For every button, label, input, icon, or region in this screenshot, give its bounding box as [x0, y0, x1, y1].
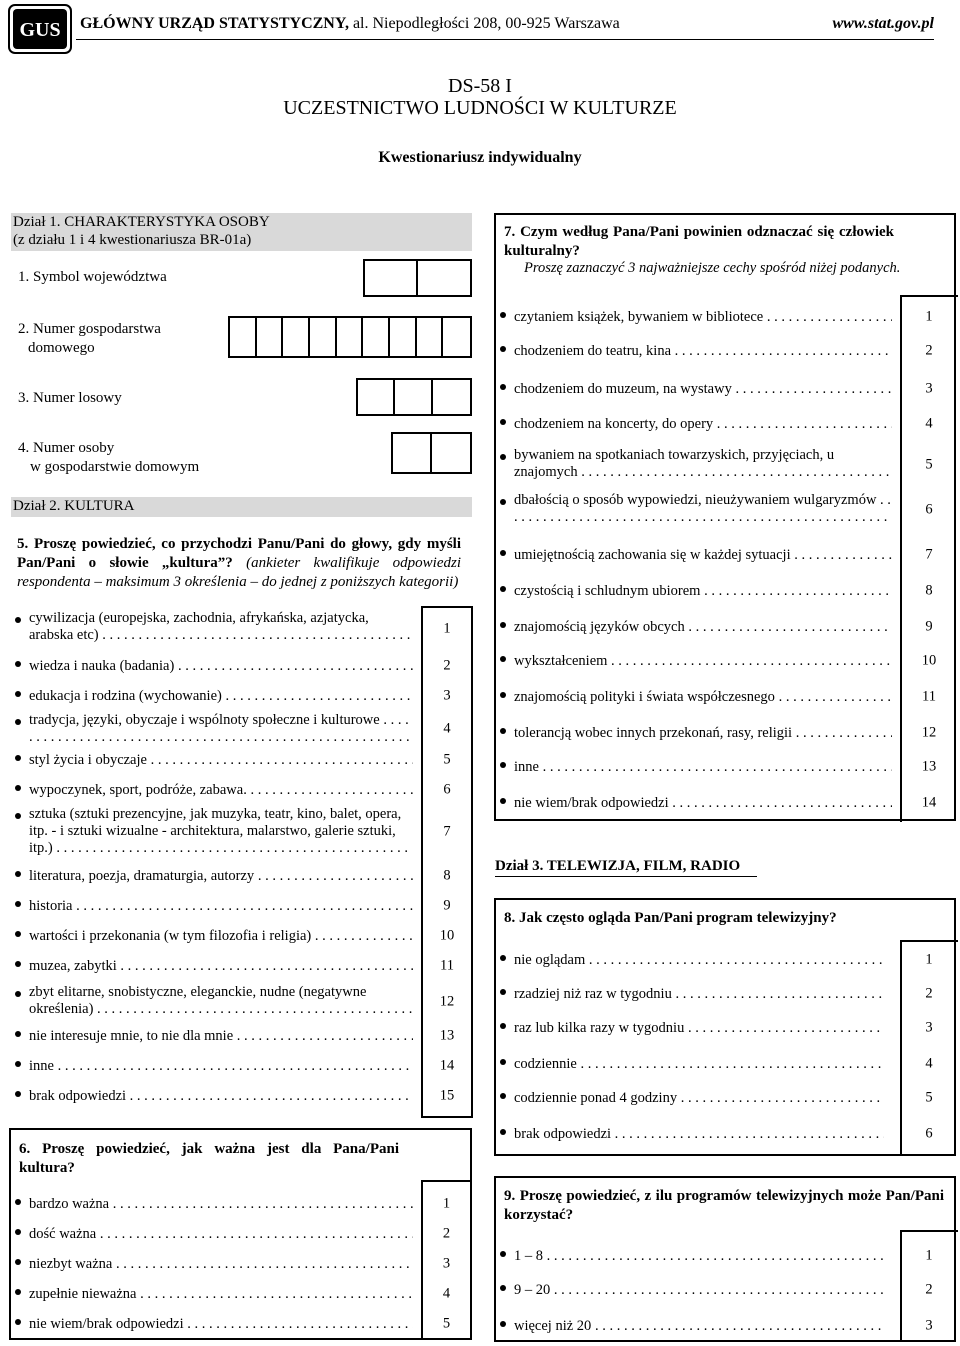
q6-option-code[interactable]: 5 [442, 1315, 451, 1332]
q8-option[interactable] [496, 1016, 956, 1040]
q6-option-label: nie wiem/brak odpowiedzi . . . [29, 1316, 413, 1333]
bullet-icon [15, 1289, 21, 1295]
q8-option-code[interactable]: 4 [925, 1055, 933, 1072]
q5-option-code[interactable]: 13 [439, 1027, 455, 1044]
q5-option[interactable] [11, 1054, 473, 1078]
q7-option-code[interactable]: 14 [921, 794, 937, 811]
q9-option-label: 1 – 8 . . . [514, 1248, 884, 1265]
q7-option[interactable] [496, 377, 956, 401]
q6-option[interactable] [11, 1222, 472, 1246]
q5-option-label: inne . . . [29, 1058, 413, 1075]
q7-option[interactable] [496, 755, 956, 779]
q8-option[interactable] [496, 1122, 956, 1146]
q8-option[interactable] [496, 1052, 956, 1076]
q5-option[interactable] [11, 894, 473, 918]
q6-text: 6. Proszę powiedzieć, jak ważna jest dla Pana/Pani kultura? [19, 1141, 399, 1176]
q7-option[interactable] [496, 447, 956, 483]
bullet-icon [500, 1251, 506, 1257]
bullet-icon [500, 499, 506, 505]
bullet-icon [500, 622, 506, 628]
q5-option[interactable] [11, 1084, 473, 1108]
q8-option[interactable] [496, 982, 956, 1006]
q7-option-label: znajomością języków obcych . . . [514, 619, 892, 636]
q8-option-label: codziennie . . . [514, 1056, 884, 1073]
q5-option[interactable] [11, 778, 473, 802]
q7-container [494, 213, 956, 821]
q5-option[interactable] [11, 984, 473, 1020]
q5-option-label: muzea, zabytki . . . [29, 958, 413, 975]
q5-option[interactable] [11, 806, 473, 858]
q5-option[interactable] [11, 684, 473, 708]
q5-option-code[interactable]: 1 [443, 620, 451, 637]
q7-option-label: bywaniem na spotkaniach towarzyskich, przyjęciach, u znajomych . . . [514, 447, 892, 483]
q7-option-code[interactable]: 3 [925, 380, 933, 397]
q8-option-code[interactable]: 2 [925, 985, 933, 1002]
bullet-icon [15, 1259, 21, 1265]
q8-option-code[interactable]: 6 [925, 1125, 933, 1142]
q9-option-label: więcej niż 20 . . . [514, 1318, 884, 1335]
q5-option[interactable] [11, 954, 473, 978]
bullet-icon [500, 384, 506, 390]
bullet-icon [15, 785, 21, 791]
q7-option-label: tolerancją wobec innych przekonań, rasy, religii . . . [514, 725, 892, 742]
q7-option-label: czytaniem książek, bywaniem w bibliotece . . . [514, 309, 892, 326]
q7-option[interactable] [496, 721, 956, 745]
bullet-icon [500, 728, 506, 734]
q7-option-code[interactable]: 9 [925, 618, 933, 635]
bullet-icon [15, 871, 21, 877]
q7-option-label: znajomością polityki i świata współczesnego . . . [514, 689, 892, 706]
q8-option[interactable] [496, 948, 956, 972]
bullet-icon [15, 813, 21, 819]
q7-option[interactable] [496, 492, 956, 528]
bullet-icon [500, 346, 506, 352]
bullet-icon [15, 1229, 21, 1235]
logo-text: GUS [19, 19, 61, 41]
bullet-icon [500, 1093, 506, 1099]
bullet-icon [15, 661, 21, 667]
bullet-icon [500, 798, 506, 804]
field-random-number-boxes[interactable] [356, 378, 472, 416]
bullet-icon [15, 1091, 21, 1097]
q7-option-label: chodzeniem na koncerty, do opery . . . [514, 416, 892, 433]
q7-option[interactable] [496, 685, 956, 709]
q7-option-code[interactable]: 13 [921, 758, 937, 775]
q7-option[interactable] [496, 339, 956, 363]
q5-option-label: nie interesuje mnie, to nie dla mnie . . . [29, 1028, 413, 1045]
q9-option[interactable] [496, 1244, 956, 1268]
bullet-icon [500, 586, 506, 592]
q5-option-label: wiedza i nauka (badania) . . . [29, 658, 413, 675]
q5-option-label: wartości i przekonania (w tym filozofia i religia) . . . [29, 928, 413, 945]
form-subtitle: Kwestionariusz indywidualny [378, 149, 582, 166]
bullet-icon [500, 419, 506, 425]
q8-option-label: brak odpowiedzi . . . [514, 1126, 884, 1143]
q5-option-code[interactable]: 4 [443, 720, 451, 737]
form-title: UCZESTNICTWO LUDNOŚCI W KULTURZE [283, 97, 677, 119]
q6-container [9, 1128, 472, 1340]
q5-option-code[interactable]: 3 [443, 687, 451, 704]
q9-option-label: 9 – 20 . . . [514, 1282, 884, 1299]
bullet-icon [15, 1031, 21, 1037]
q6-option-code[interactable]: 1 [442, 1195, 451, 1212]
q5-option-label: brak odpowiedzi . . . [29, 1088, 413, 1105]
bullet-icon [500, 762, 506, 768]
q7-option-code[interactable]: 10 [921, 652, 937, 669]
q7-option-label: czystością i schludnym ubiorem . . . [514, 583, 892, 600]
q5-option-label: literatura, poezja, dramaturgia, autorzy . . . [29, 868, 413, 885]
q5-option-code[interactable]: 14 [439, 1057, 455, 1074]
section1-heading: Dział 1. CHARAKTERYSTYKA OSOBY (z działu 1 i 4 kwestionariusza BR-01a) [11, 213, 472, 251]
field-person-number-label: 4. Numer osoby w gospodarstwie domowym [18, 440, 200, 475]
section3-heading: Dział 3. TELEWIZJA, FILM, RADIO [495, 858, 741, 874]
q6-option[interactable] [11, 1312, 472, 1336]
bullet-icon [15, 719, 21, 725]
q6-option-code[interactable]: 4 [442, 1285, 451, 1302]
bullet-icon [500, 955, 506, 961]
section3-underline [495, 876, 757, 877]
q7-option-code[interactable]: 12 [921, 724, 937, 741]
q8-option-label: raz lub kilka razy w tygodniu . . . [514, 1020, 884, 1037]
bullet-icon [500, 692, 506, 698]
q5-option-code[interactable]: 15 [439, 1087, 455, 1104]
field-random-number-label: 3. Numer losowy [18, 390, 122, 406]
bullet-icon [15, 617, 21, 623]
bullet-icon [15, 931, 21, 937]
q5-option-label: historia . . . [29, 898, 413, 915]
q5-option[interactable] [11, 748, 473, 772]
q6-option-label: dość ważna . . . [29, 1226, 413, 1243]
q6-option-code[interactable]: 3 [442, 1255, 451, 1272]
q7-option[interactable] [496, 305, 956, 329]
field-household-boxes[interactable] [228, 316, 472, 358]
q7-option-label: wykształceniem . . . [514, 653, 892, 670]
bullet-icon [500, 1321, 506, 1327]
q9-text: 9. Proszę powiedzieć, z ilu programów telewizyjnych może Pan/Pani korzystać? [504, 1188, 944, 1223]
q7-option-code[interactable]: 5 [925, 456, 933, 473]
field-voivodeship-label: 1. Symbol województwa [18, 269, 167, 285]
q5-option-code[interactable]: 10 [439, 927, 455, 944]
q5-option[interactable] [11, 654, 473, 678]
q9-option-code[interactable]: 3 [925, 1317, 933, 1334]
q8-option-label: nie oglądam . . . [514, 952, 884, 969]
q5-option-label: styl życia i obyczaje . . . [29, 752, 413, 769]
q5-option-code[interactable]: 12 [439, 993, 455, 1010]
bullet-icon [15, 961, 21, 967]
q7-option[interactable] [496, 412, 956, 436]
q5-option-label: edukacja i rodzina (wychowanie) . . . [29, 688, 413, 705]
q8-option-label: codziennie ponad 4 godziny . . . [514, 1090, 884, 1107]
bullet-icon [500, 989, 506, 995]
q8-text: 8. Jak często ogląda Pan/Pani program telewizyjny? [504, 910, 837, 926]
bullet-icon [15, 1319, 21, 1325]
field-person-number-boxes[interactable] [391, 432, 472, 474]
q7-option-code[interactable]: 2 [925, 342, 933, 359]
q7-option-label: nie wiem/brak odpowiedzi . . . [514, 795, 892, 812]
q6-option[interactable] [11, 1282, 472, 1306]
q7-text: 7. Czym według Pana/Pani powinien odznaczać się człowiek kulturalny? [504, 224, 894, 259]
bullet-icon [500, 656, 506, 662]
q7-option-code[interactable]: 11 [922, 688, 936, 705]
q8-option-code[interactable]: 5 [925, 1089, 933, 1106]
q7-option[interactable] [496, 615, 956, 639]
q6-option-code[interactable]: 2 [442, 1225, 451, 1242]
q7-option-label: chodzeniem do teatru, kina . . . [514, 343, 892, 360]
q7-option[interactable] [496, 579, 956, 603]
q5-option-code[interactable]: 7 [443, 823, 451, 840]
q7-option-label: dbałością o sposób wypowiedzi, nieużywaniem wulgaryzmów . . . [514, 492, 892, 528]
q8-option[interactable] [496, 1086, 956, 1110]
bullet-icon [15, 901, 21, 907]
bullet-icon [500, 1023, 506, 1029]
q5-text: 5. Proszę powiedzieć, co przychodzi Panu/Pani do głowy, gdy myśli Pan/Pani o słowie „kultura”? (ankieter kwalifikuje odpowiedzi respondenta – maksimum 3 określenia – do jednej z poniższych kategorii) [17, 536, 461, 590]
q7-option-label: inne . . . [514, 759, 892, 776]
q6-option-label: zupełnie nieważna . . . [29, 1286, 413, 1303]
q7-option-label: chodzeniem do muzeum, na wystawy . . . [514, 381, 892, 398]
q7-option-code[interactable]: 7 [925, 546, 933, 563]
q5-option[interactable] [11, 924, 473, 948]
field-voivodeship-boxes[interactable] [363, 259, 472, 297]
q8-option-label: rzadziej niż raz w tygodniu . . . [514, 986, 884, 1003]
bullet-icon [15, 691, 21, 697]
q5-option[interactable] [11, 610, 473, 648]
header-organization: GŁÓWNY URZĄD STATYSTYCZNY, al. Niepodległości 208, 00-925 Warszawa [80, 15, 620, 32]
q5-option[interactable] [11, 864, 473, 888]
q7-option[interactable] [496, 649, 956, 673]
q6-option[interactable] [11, 1252, 472, 1276]
q7-option[interactable] [496, 543, 956, 567]
q6-option[interactable] [11, 1192, 472, 1216]
q9-container [494, 1176, 956, 1342]
bullet-icon [500, 1059, 506, 1065]
q5-option-code[interactable]: 8 [443, 867, 451, 884]
q7-option-code[interactable]: 4 [925, 415, 933, 432]
q5-option-code[interactable]: 5 [443, 751, 451, 768]
bullet-icon [500, 1285, 506, 1291]
q5-option-label: zbyt elitarne, snobistyczne, eleganckie, nudne (negatywne określenia) . . . [29, 984, 413, 1020]
q5-option-code[interactable]: 11 [440, 957, 454, 974]
q7-option-label: umiejętnością zachowania się w każdej sytuacji . . . [514, 547, 892, 564]
q7-option-code[interactable]: 8 [925, 582, 933, 599]
q5-option-label: sztuka (sztuki prezencyjne, jak muzyka, teatr, kino, balet, opera, itp. - i sztuki wizualne - architektura, malarstwo, galerie sztuki, itp.) . . . [29, 806, 413, 858]
bullet-icon [500, 454, 506, 460]
bullet-icon [500, 550, 506, 556]
q9-option[interactable] [496, 1278, 956, 1302]
bullet-icon [15, 991, 21, 997]
q7-option-code[interactable]: 1 [925, 308, 933, 325]
header-divider [76, 39, 934, 40]
q8-option-code[interactable]: 3 [925, 1019, 933, 1036]
bullet-icon [500, 1129, 506, 1135]
q5-option-code[interactable]: 2 [443, 657, 451, 674]
q5-option-code[interactable]: 6 [443, 781, 451, 798]
q8-option-code[interactable]: 1 [925, 951, 933, 968]
q6-option-label: niezbyt ważna . . . [29, 1256, 413, 1273]
bullet-icon [15, 755, 21, 761]
form-code: DS-58 I [448, 75, 512, 97]
bullet-icon [15, 1199, 21, 1205]
q5-option-code[interactable]: 9 [443, 897, 451, 914]
q5-options [11, 606, 473, 1118]
bullet-icon [15, 1061, 21, 1067]
q5-option-label: cywilizacja (europejska, zachodnia, afrykańska, azjatycka, arabska etc) . . . [29, 610, 413, 648]
q7-option[interactable] [496, 791, 956, 815]
q5-option-label: tradycja, języki, obyczaje i wspólnoty społeczne i kulturowe . . . [29, 712, 413, 746]
q6-option-label: bardzo ważna . . . [29, 1196, 413, 1213]
q9-option-code[interactable]: 2 [925, 1281, 933, 1298]
q7-option-code[interactable]: 6 [925, 501, 933, 518]
q5-option[interactable] [11, 712, 473, 746]
field-household-label: 2. Numer gospodarstwa domowego [18, 321, 161, 356]
bullet-icon [500, 312, 506, 318]
gus-logo [8, 4, 72, 54]
q5-option[interactable] [11, 1024, 473, 1048]
q9-option[interactable] [496, 1314, 956, 1338]
q7-instruction: Proszę zaznaczyć 3 najważniejsze cechy spośród niżej podanych. [524, 260, 901, 276]
section2-heading: Dział 2. KULTURA [11, 497, 472, 517]
q5-option-label: wypoczynek, sport, podróże, zabawa. . . . [29, 782, 413, 799]
q8-container [494, 898, 956, 1156]
q9-option-code[interactable]: 1 [925, 1247, 933, 1264]
header-url: www.stat.gov.pl [832, 15, 934, 32]
